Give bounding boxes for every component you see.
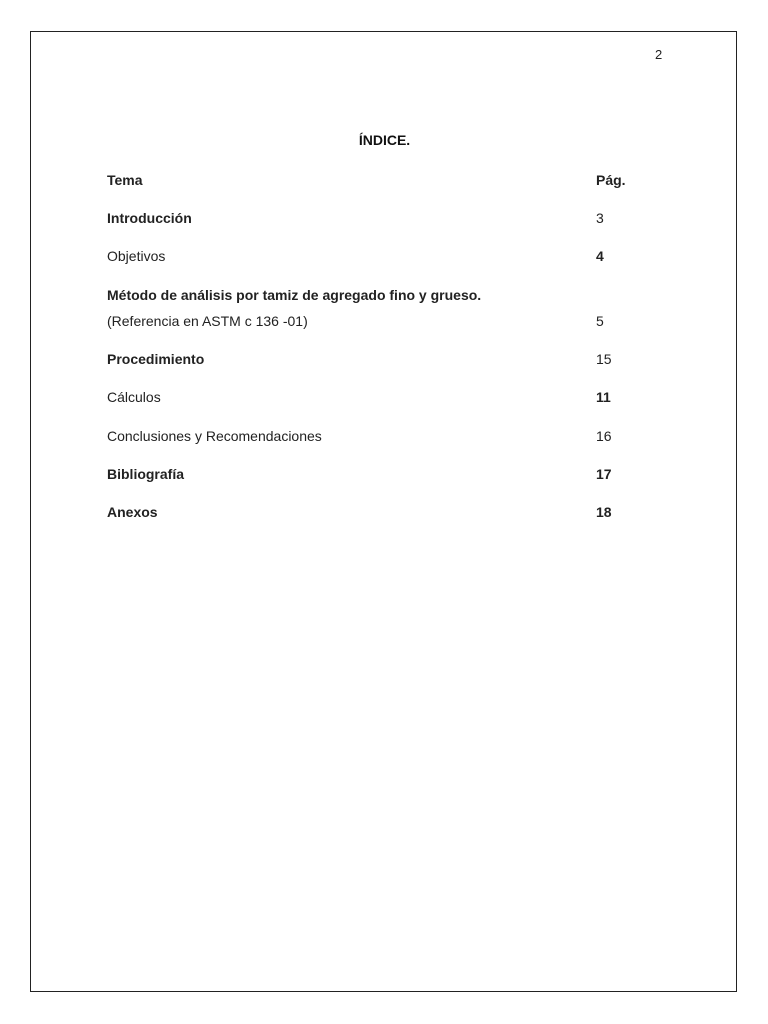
toc-row-page: 5 [596,313,604,329]
toc-row-topic: Conclusiones y Recomendaciones [107,428,322,444]
toc-row-page: 18 [596,504,612,520]
toc-row-topic-line2: (Referencia en ASTM c 136 -01) [107,313,308,329]
toc-row-topic: Cálculos [107,389,161,405]
toc-row-page: 3 [596,210,604,226]
page-title: ÍNDICE. [358,132,411,148]
document-page [30,31,737,992]
toc-row-page: 15 [596,351,612,367]
toc-row-topic: Procedimiento [107,351,205,367]
toc-row-topic: Bibliografía [107,466,185,482]
toc-header-page: Pág. [596,172,626,188]
toc-row-page: 11 [596,389,611,405]
toc-row-page: 17 [596,466,612,482]
page-number: 2 [655,47,663,62]
toc-header-topic: Tema [107,172,143,188]
toc-row-page: 16 [596,428,612,444]
toc-row-topic: Método de análisis por tamiz de agregado fino y grueso. [107,287,482,303]
toc-row-topic: Objetivos [107,248,166,264]
toc-row-topic: Introducción [107,210,192,226]
toc-row-topic: Anexos [107,504,158,520]
toc-row-page: 4 [596,248,604,264]
